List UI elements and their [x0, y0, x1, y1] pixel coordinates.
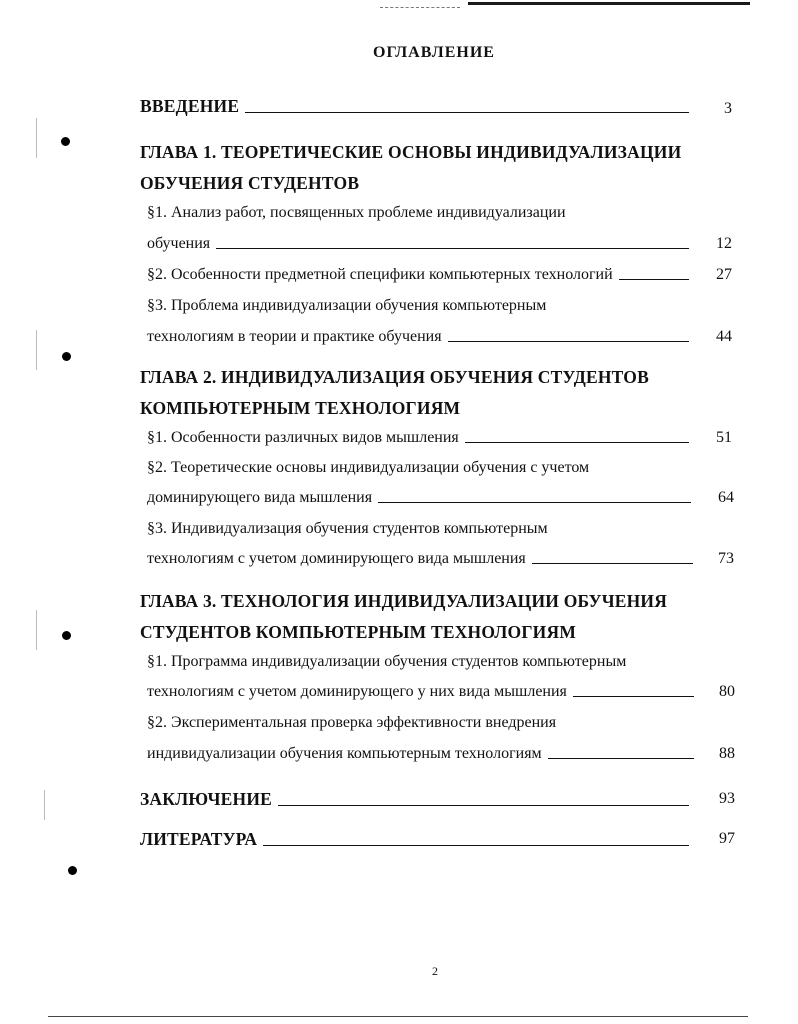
toc-entry-conclusion[interactable]	[140, 789, 693, 810]
section-line: §2. Экспериментальная проверка эффективности внедрения	[147, 714, 557, 731]
toc-page-number: 97	[719, 830, 735, 847]
section-line: §2. Особенности предметной специфики компьютерных технологий	[147, 266, 613, 283]
toc-page-number: 88	[719, 745, 735, 762]
leader-line	[245, 112, 689, 113]
chapter-heading-line: ГЛАВА 1. ТЕОРЕТИЧЕСКИЕ ОСНОВЫ ИНДИВИДУАЛИЗАЦИИ	[140, 142, 682, 162]
toc-chapter-3-heading[interactable]	[140, 591, 667, 612]
section-line: индивидуализации обучения компьютерным технологиям	[147, 745, 542, 762]
toc-chapter-1-heading-cont[interactable]	[140, 173, 359, 194]
toc-entry-label: ВВЕДЕНИЕ	[140, 96, 240, 116]
toc-section-3-2[interactable]	[147, 714, 556, 732]
section-line: §2. Теоретические основы индивидуализации обучения с учетом	[147, 459, 590, 476]
toc-page-number: 27	[716, 266, 732, 283]
section-line: технологиям с учетом доминирующего вида мышления	[147, 550, 526, 567]
section-line: §1. Анализ работ, посвященных проблеме индивидуализации	[147, 204, 566, 221]
toc-page-number: 51	[716, 429, 732, 446]
section-line: §3. Проблема индивидуализации обучения компьютерным	[147, 297, 547, 314]
leader-line	[263, 845, 689, 846]
section-line: обучения	[147, 235, 211, 252]
section-line: технологиям в теории и практике обучения	[147, 328, 442, 345]
section-line: §1. Особенности различных видов мышления	[147, 429, 459, 446]
toc-page-number: 93	[719, 790, 735, 807]
toc-entry-label: ЗАКЛЮЧЕНИЕ	[140, 789, 273, 809]
scan-top-dash	[380, 7, 460, 8]
leader-line	[532, 563, 693, 564]
section-line: доминирующего вида мышления	[147, 489, 373, 506]
toc-chapter-1-heading[interactable]	[140, 142, 681, 163]
toc-section-2-1[interactable]	[147, 429, 693, 447]
punch-hole-mark	[62, 352, 71, 361]
toc-page-number: 80	[719, 683, 735, 700]
leader-line	[573, 696, 694, 697]
toc-page-number: 12	[716, 235, 732, 252]
section-line: §1. Программа индивидуализации обучения студентов компьютерным	[147, 653, 627, 670]
toc-section-1-1-cont[interactable]	[147, 235, 693, 253]
toc-section-1-3[interactable]	[147, 297, 546, 315]
leader-line	[278, 805, 689, 806]
leader-line	[378, 502, 691, 503]
chapter-heading-line: СТУДЕНТОВ КОМПЬЮТЕРНЫМ ТЕХНОЛОГИЯМ	[140, 622, 577, 642]
toc-page-number: 44	[716, 328, 732, 345]
punch-hole-mark	[61, 137, 70, 146]
toc-section-2-3-cont[interactable]	[147, 550, 697, 568]
toc-entry-literature[interactable]	[140, 829, 693, 850]
scan-edge-mark	[36, 118, 37, 158]
toc-chapter-2-heading[interactable]	[140, 367, 649, 388]
toc-entry-label: ЛИТЕРАТУРА	[140, 829, 258, 849]
chapter-heading-line: ГЛАВА 2. ИНДИВИДУАЛИЗАЦИЯ ОБУЧЕНИЯ СТУДЕНТОВ	[140, 367, 649, 387]
toc-chapter-3-heading-cont[interactable]	[140, 622, 576, 643]
toc-section-1-2[interactable]	[147, 266, 693, 284]
scan-top-rule	[468, 2, 750, 5]
leader-line	[216, 248, 689, 249]
toc-chapter-2-heading-cont[interactable]	[140, 398, 460, 419]
toc-section-3-2-cont[interactable]	[147, 745, 698, 763]
punch-hole-mark	[62, 631, 71, 640]
chapter-heading-line: КОМПЬЮТЕРНЫМ ТЕХНОЛОГИЯМ	[140, 398, 461, 418]
toc-entry-intro[interactable]	[140, 96, 693, 117]
scan-edge-mark	[36, 610, 37, 650]
toc-section-3-1-cont[interactable]	[147, 683, 698, 701]
toc-title: ОГЛАВЛЕНИЕ	[373, 44, 495, 61]
toc-page-number: 64	[718, 489, 734, 506]
leader-line	[465, 442, 689, 443]
leader-line	[548, 758, 694, 759]
punch-hole-mark	[68, 866, 77, 875]
toc-section-2-3[interactable]	[147, 520, 548, 538]
toc-section-2-2-cont[interactable]	[147, 489, 695, 507]
toc-section-3-1[interactable]	[147, 653, 626, 671]
section-line: технологиям с учетом доминирующего у них вида мышления	[147, 683, 567, 700]
scan-edge-mark	[44, 790, 45, 820]
chapter-heading-line: ОБУЧЕНИЯ СТУДЕНТОВ	[140, 173, 360, 193]
chapter-heading-line: ГЛАВА 3. ТЕХНОЛОГИЯ ИНДИВИДУАЛИЗАЦИИ ОБУЧЕНИЯ	[140, 591, 668, 611]
toc-section-1-1[interactable]	[147, 204, 566, 222]
toc-page-number: 73	[718, 550, 734, 567]
toc-section-1-3-cont[interactable]	[147, 328, 693, 346]
section-line: §3. Индивидуализация обучения студентов компьютерным	[147, 520, 548, 537]
page-number: 2	[432, 964, 438, 978]
scan-bottom-rule	[48, 1016, 748, 1017]
leader-line	[448, 341, 689, 342]
scan-edge-mark	[36, 330, 37, 370]
leader-line	[619, 279, 689, 280]
toc-page-number: 3	[724, 100, 732, 117]
toc-section-2-2[interactable]	[147, 459, 589, 477]
